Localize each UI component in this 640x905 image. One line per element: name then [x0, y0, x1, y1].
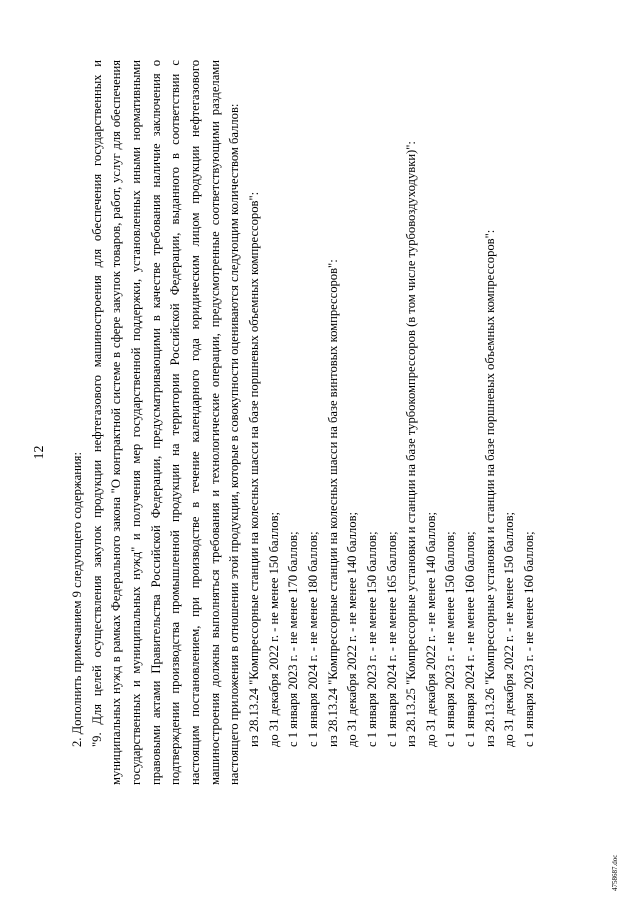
note-paragraph: "9. Для целей осуществления закупок продукции нефтегазового машиностроения для обеспечения государственных и муниципальных нужд в рамках Федерального закона "О контрактной системе в сфере закупок товаров, работ, услуг для обеспечения государственных и муниципальных нужд" и получения мер государственной поддержки, установленных иными нормативными правовыми актами Правительства Российской Федерации, предусматривающими в качестве требования наличие заключения о подтверждении производства промышленной продукции на территории Российской Федерации, выданного в соответствии с настоящим постановлением, при производстве в течение календарного года юридическим лицом продукции нефтегазового машиностроения должны выполняться требования и технологические операции, предусмотренные соответствующими разделами настоящего приложения в отношении этой продукции, которые в совокупности оцениваются следующим количеством баллов: — [89, 60, 242, 785]
list-item: до 31 декабря 2022 г. - не менее 150 баллов; — [266, 511, 281, 747]
intro-line: 2. Дополнить примечанием 9 следующего содержания: — [70, 452, 84, 747]
list-item: с 1 января 2024 г. - не менее 160 баллов; — [463, 531, 478, 747]
list-item: из 28.13.26 "Компрессорные установки и станции на базе поршневых объемных компрессоров": — [482, 229, 497, 747]
document-body — [68, 60, 540, 785]
page-number: 12 — [32, 445, 47, 460]
list-item: с 1 января 2024 г. - не менее 180 баллов; — [305, 531, 320, 747]
list-item: из 28.13.24 "Компрессорные станции на колесных шасси на базе поршневых объемных компрессоров": — [246, 191, 261, 747]
list-item: до 31 декабря 2022 г. - не менее 150 баллов; — [502, 511, 517, 747]
list-item: до 31 декабря 2022 г. - не менее 140 баллов; — [345, 511, 360, 747]
list-item: с 1 января 2023 г. - не менее 170 баллов; — [286, 531, 301, 747]
list-item: с 1 января 2024 г. - не менее 165 баллов; — [384, 531, 399, 747]
list-item: с 1 января 2023 г. - не менее 150 баллов; — [443, 531, 458, 747]
list-item: с 1 января 2023 г. - не менее 160 баллов; — [522, 531, 537, 747]
list-item: с 1 января 2023 г. - не менее 150 баллов; — [364, 531, 379, 747]
list-item: из 28.13.24 "Компрессорные станции на колесных шасси на базе винтовых компрессоров": — [325, 259, 340, 747]
footer-filename: 4758687.doc — [611, 854, 619, 891]
list-item: до 31 декабря 2022 г. - не менее 140 баллов; — [423, 511, 438, 747]
list-item: из 28.13.25 "Компрессорные установки и станции на базе турбокомпрессоров (в том числе турбовоздуходувки)": — [404, 141, 419, 747]
